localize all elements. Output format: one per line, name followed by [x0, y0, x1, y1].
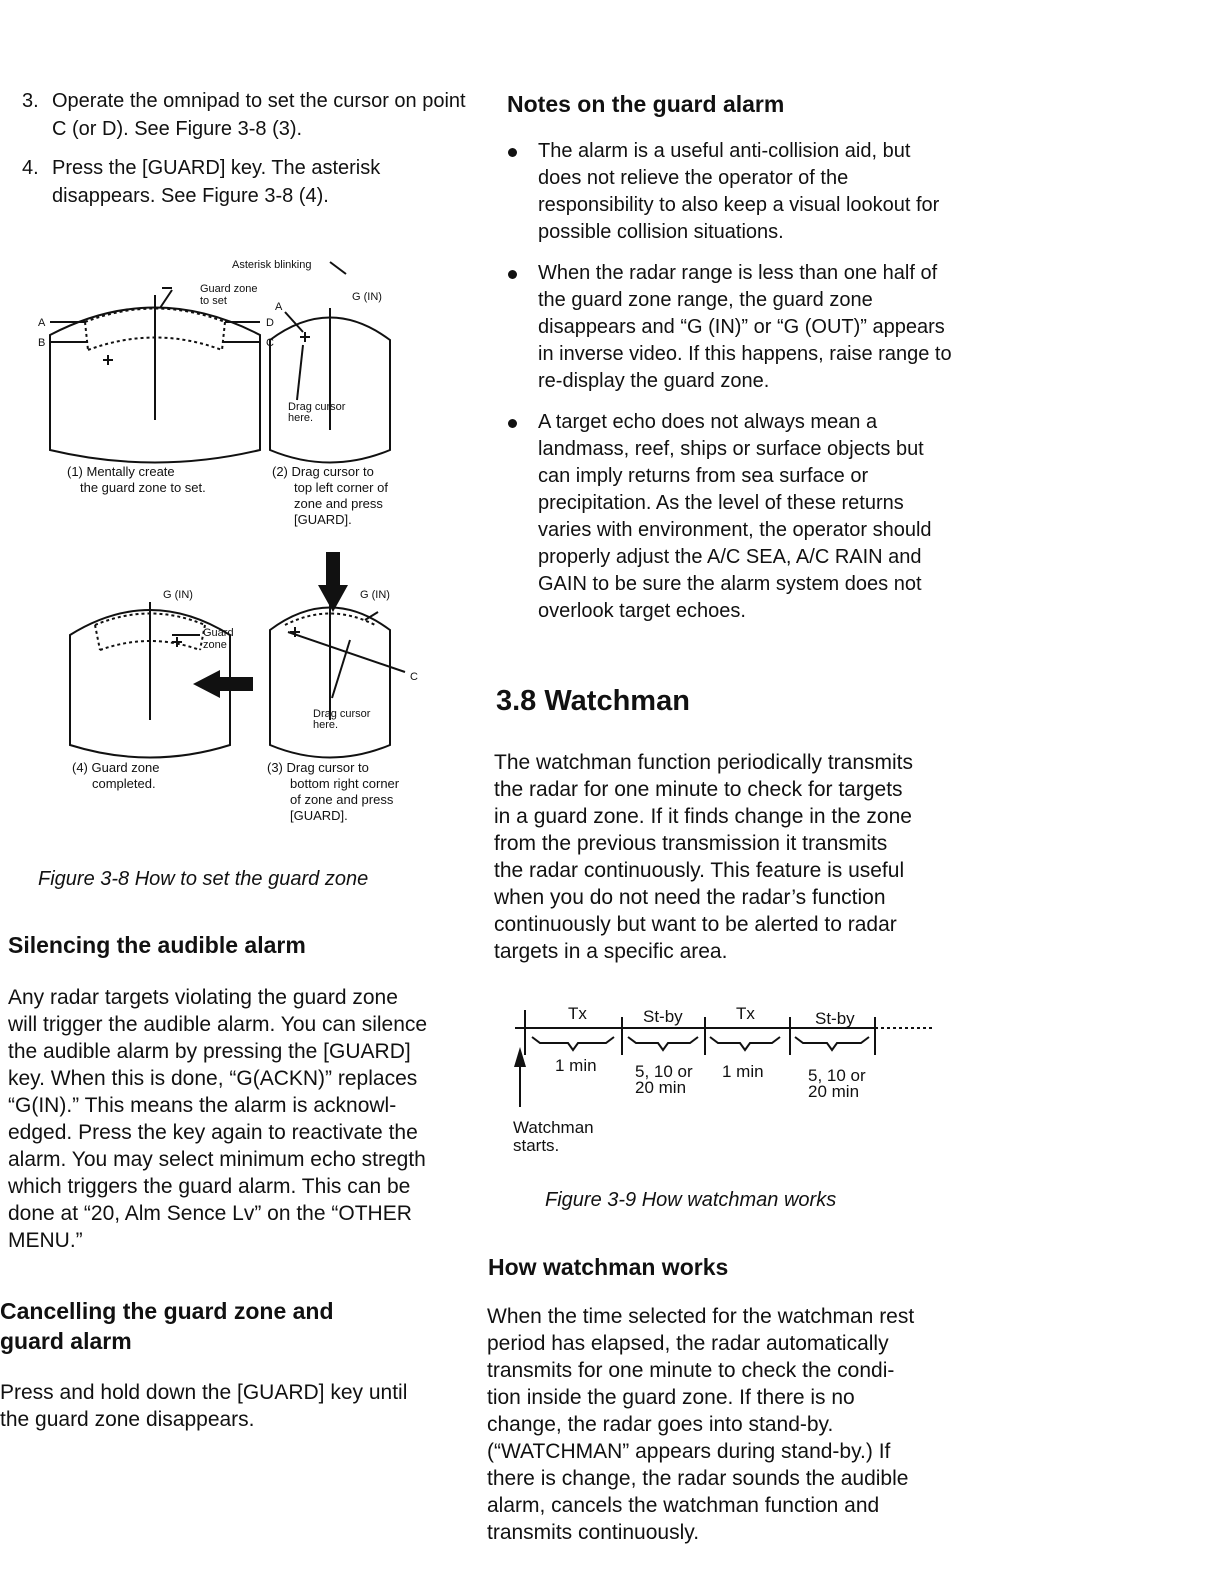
text-line: The watchman function periodically transmits — [494, 751, 914, 774]
caption-3-line-3: of zone and press — [290, 792, 394, 807]
figure-3-9-caption: Figure 3-9 How watchman works — [545, 1189, 837, 1211]
step-item — [22, 154, 472, 210]
notes-heading: Notes on the guard alarm — [507, 91, 785, 117]
text-line: when you do not need the radar’s function — [494, 886, 886, 909]
watchman-start-label-2: starts. — [513, 1136, 560, 1155]
text-line: done at “20, Alm Sence Lv” on the “OTHER — [8, 1202, 412, 1225]
caption-2-line-3: zone and press — [294, 496, 383, 511]
text-line: there is change, the radar sounds the audible — [487, 1467, 909, 1490]
duration-label-2b: 20 min — [635, 1078, 687, 1097]
text-line: from the previous transmission it transmits — [494, 832, 888, 855]
duration-label-4b: 20 min — [808, 1082, 860, 1101]
silencing-paragraph — [8, 984, 478, 1254]
step-number: 4. — [22, 157, 39, 179]
duration-label-3: 1 min — [722, 1062, 764, 1081]
caption-2-line-2: top left corner of — [294, 480, 388, 495]
caption-1-line-2: the guard zone to set. — [80, 480, 206, 495]
down-arrow — [318, 552, 348, 612]
caption-3-line-4: [GUARD]. — [290, 808, 348, 823]
text-line: edged. Press the key again to reactivate the — [8, 1121, 418, 1144]
drag-cursor-label-2b: here. — [288, 412, 314, 424]
left-arrow — [193, 670, 253, 698]
g-in-label-4: G (IN) — [163, 589, 193, 601]
caption-3-line-1: (3) Drag cursor to — [267, 760, 369, 775]
cancelling-heading — [0, 1298, 334, 1355]
caption-4-line-1: (4) Guard zone — [72, 760, 160, 775]
step-item — [22, 87, 472, 143]
drag-cursor-label-3a: Drag cursor — [313, 708, 371, 720]
figure-3-8-caption: Figure 3-8 How to set the guard zone — [38, 868, 369, 890]
guard-zone-label-1: Guard — [203, 627, 234, 639]
text-line: MENU.” — [8, 1229, 83, 1252]
note-item — [506, 138, 954, 246]
text-line: which triggers the guard alarm. This can be — [8, 1175, 411, 1198]
tx-label-2: Tx — [736, 1004, 755, 1023]
cancelling-paragraph — [0, 1379, 470, 1433]
watchman-paragraph — [494, 749, 954, 965]
guard-zone-set-label-2: to set — [200, 295, 227, 307]
how-watchman-heading: How watchman works — [488, 1254, 729, 1280]
step-number: 3. — [22, 90, 39, 112]
figure-3-9-timeline — [500, 995, 940, 1165]
text-line: key. When this is done, “G(ACKN)” replaces — [8, 1067, 418, 1090]
step-text: Operate the omnipad to set the cursor on point C (or D). See Figure 3-8 (3). — [52, 90, 466, 140]
watchman-start-label-1: Watchman — [513, 1118, 594, 1137]
how-watchman-paragraph — [487, 1303, 957, 1546]
text-line: “G(IN).” This means the alarm is acknowl- — [8, 1094, 397, 1117]
caption-1-line-1: (1) Mentally create — [67, 464, 175, 479]
caption-2-line-4: [GUARD]. — [294, 512, 352, 527]
note-text: When the radar range is less than one half of the guard zone range, the guard zone disappears and “G (IN)” or “G (OUT)” appears in inverse video. If this happens, raise range to re-display the guard zone. — [538, 262, 952, 392]
text-line: When the time selected for the watchman rest — [487, 1305, 915, 1328]
point-c-label: C — [266, 337, 274, 349]
text-line: alarm. You may select minimum echo stregth — [8, 1148, 426, 1171]
silencing-heading: Silencing the audible alarm — [8, 932, 306, 958]
point-a-label-2: A — [275, 301, 283, 313]
bullet-icon — [508, 148, 517, 157]
caption-4-line-2: completed. — [92, 776, 156, 791]
text-line: (“WATCHMAN” appears during stand-by.) If — [487, 1440, 891, 1463]
g-in-label-2: G (IN) — [352, 291, 382, 303]
step-list — [22, 87, 472, 221]
note-item — [506, 260, 954, 395]
text-line: period has elapsed, the radar automatically — [487, 1332, 889, 1355]
step-text: Press the [GUARD] key. The asterisk disappears. See Figure 3-8 (4). — [52, 157, 381, 207]
text-line: transmits continuously. — [487, 1521, 700, 1544]
guard-zone-label-2: zone — [203, 639, 227, 651]
note-text: A target echo does not always mean a landmass, reef, ships or surface objects but can imply returns from sea surface or precipitation. As the level of these returns varies with environment, the operator should properly adjust the A/C SEA, A/C RAIN and GAIN to be sure the alarm system does not overlook target echoes. — [538, 411, 932, 622]
caption-3-line-2: bottom right corner — [290, 776, 400, 791]
g-in-label-3: G (IN) — [360, 589, 390, 601]
duration-label-1: 1 min — [555, 1056, 597, 1075]
section-heading-watchman: 3.8 Watchman — [496, 685, 690, 717]
asterisk-label: Asterisk blinking — [232, 259, 312, 271]
notes-list — [506, 138, 954, 639]
text-line: the radar continuously. This feature is useful — [494, 859, 905, 882]
text-line: Press and hold down the [GUARD] key until — [0, 1381, 408, 1404]
text-line: change, the radar goes into stand-by. — [487, 1413, 834, 1436]
drag-cursor-label-3b: here. — [313, 719, 339, 731]
note-item — [506, 409, 954, 625]
text-line: the radar for one minute to check for targets — [494, 778, 903, 801]
figure-3-8-diagram — [0, 240, 480, 845]
point-d-label: D — [266, 317, 274, 329]
point-a-label: A — [38, 317, 46, 329]
text-line: the guard zone disappears. — [0, 1408, 255, 1431]
cancelling-heading-line-2: guard alarm — [0, 1328, 132, 1354]
stby-label-1: St-by — [643, 1007, 683, 1026]
stby-label-2: St-by — [815, 1009, 855, 1028]
text-line: alarm, cancels the watchman function and — [487, 1494, 880, 1517]
text-line: transmits for one minute to check the condi- — [487, 1359, 895, 1382]
text-line: targets in a specific area. — [494, 940, 728, 963]
bullet-icon — [508, 419, 517, 428]
note-text: The alarm is a useful anti-collision aid, but does not relieve the operator of the responsibility to also keep a visual lookout for possible collision situations. — [538, 140, 940, 243]
text-line: tion inside the guard zone. If there is no — [487, 1386, 855, 1409]
point-b-label: B — [38, 337, 46, 349]
text-line: Any radar targets violating the guard zone — [8, 986, 398, 1009]
point-c-label-3: C — [410, 671, 418, 683]
text-line: will trigger the audible alarm. You can silence — [8, 1013, 428, 1036]
drag-cursor-label-2a: Drag cursor — [288, 401, 346, 413]
guard-zone-set-label-1: Guard zone — [200, 283, 258, 295]
bullet-icon — [508, 270, 517, 279]
duration-label-4a: 5, 10 or — [808, 1066, 866, 1085]
text-line: in a guard zone. If it finds change in the zone — [494, 805, 912, 828]
tx-label-1: Tx — [568, 1004, 587, 1023]
caption-2-line-1: (2) Drag cursor to — [272, 464, 374, 479]
cancelling-heading-line-1: Cancelling the guard zone and — [0, 1298, 334, 1324]
text-line: the audible alarm by pressing the [GUARD] — [8, 1040, 411, 1063]
duration-label-2a: 5, 10 or — [635, 1062, 693, 1081]
text-line: continuously but want to be alerted to radar — [494, 913, 897, 936]
